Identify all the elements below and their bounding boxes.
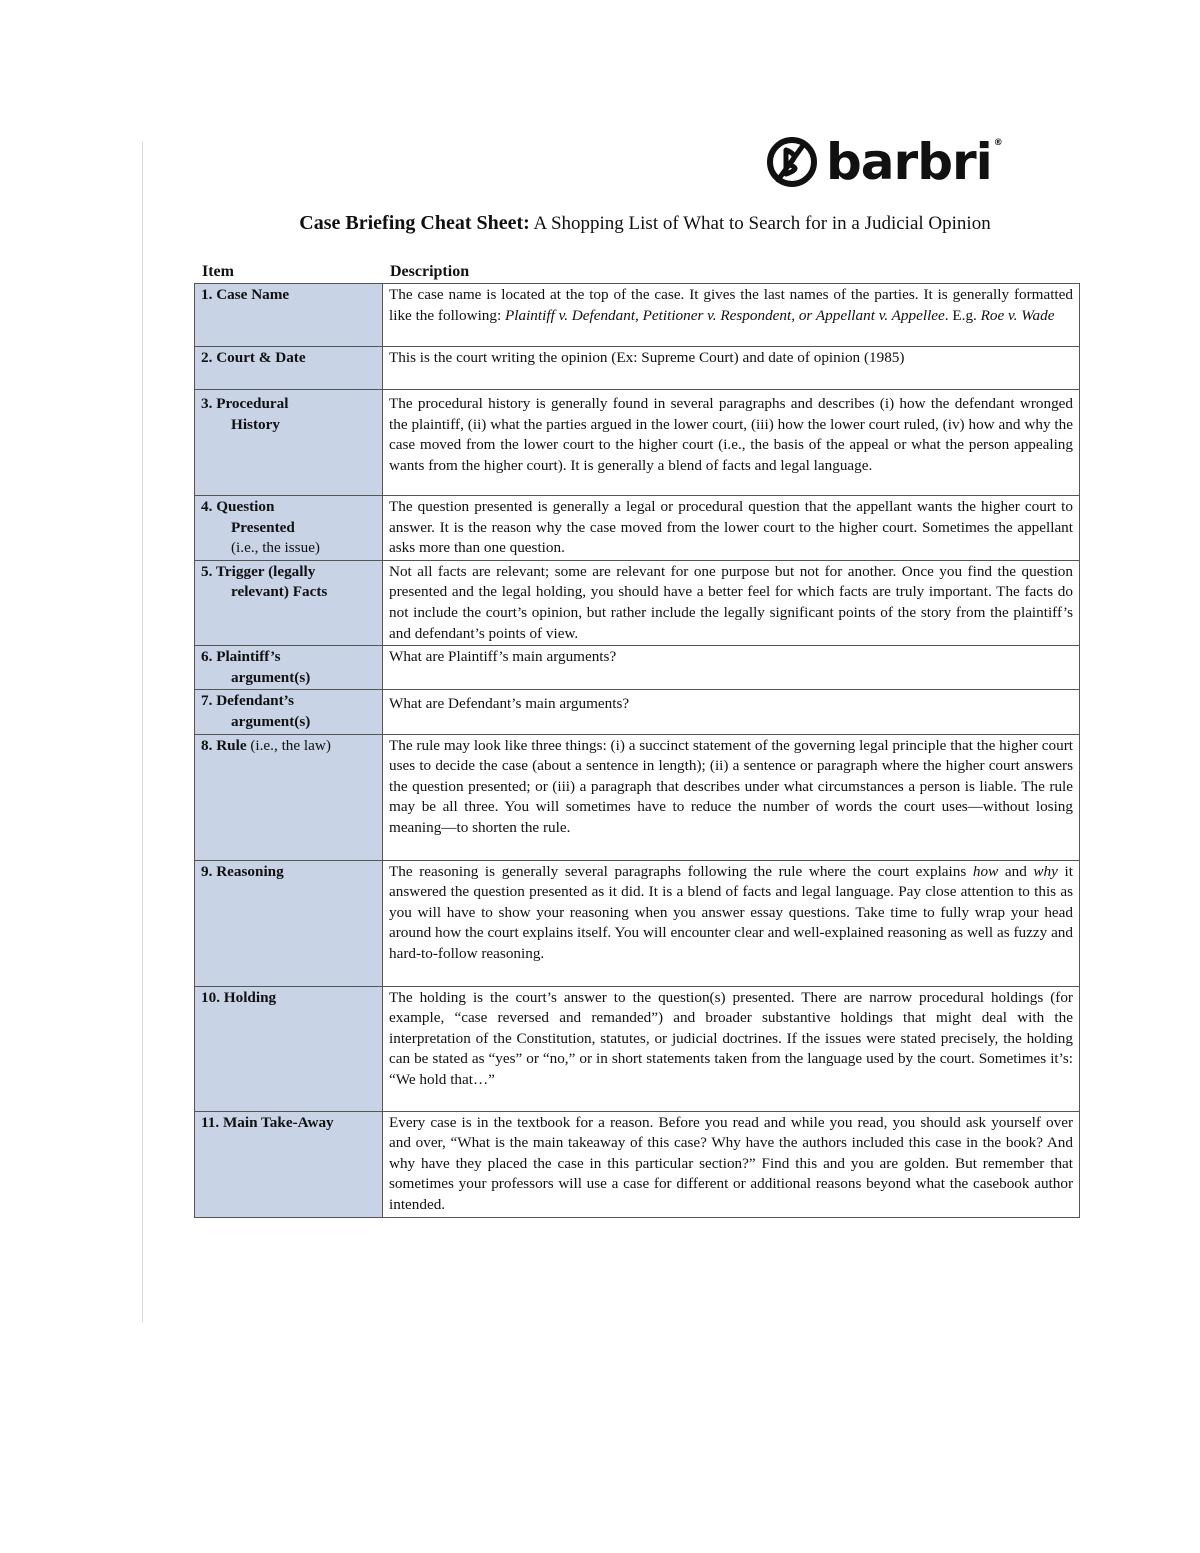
column-header-item: Item — [202, 263, 234, 280]
description-cell: The rule may look like three things: (i) a succinct statement of the governing legal principle that the higher court uses to decide the case (about a sentence in length); (ii) a sentence or paragraph where the higher court answers the question presented; or (iii) a paragraph that describes under what circumstances a person is liable. The rule may be all three. You will sometimes have to reduce the number of words the court uses—without losing meaning—to shorten the rule. — [383, 734, 1080, 860]
description-cell: The question presented is generally a legal or procedural question that the appellant wants the higher court to answer. It is the reason why the case moved from the lower court to the higher court. Sometimes the appellant asks more than one question. — [383, 496, 1080, 561]
item-cell: 3. Procedural History — [195, 390, 383, 496]
description-cell: Every case is in the textbook for a reason. Before you read and while you read, you should ask yourself over and over, “What is the main takeaway of this case? Why have the authors included this case in the book? And why have they placed the case in this particular section?” Find this and you are golden. But remember that sometimes your professors will use a case for different or additional reasons beyond what the casebook author intended. — [383, 1111, 1080, 1217]
item-cell: 7. Defendant’s argument(s) — [195, 690, 383, 734]
item-cell: 1. Case Name — [195, 284, 383, 347]
cheat-sheet-table — [194, 283, 1080, 1218]
table-row — [195, 690, 1080, 734]
table-row — [195, 496, 1080, 561]
description-cell: The procedural history is generally found in several paragraphs and describes (i) how the defendant wronged the plaintiff, (ii) what the parties argued in the lower court, (iii) how the lower court ruled, (iv) how and why the case moved from the lower court to the higher court (i.e., the basis of the appeal or what the person appealing wants from the higher court). It is generally a blend of facts and legal language. — [383, 390, 1080, 496]
description-cell: What are Defendant’s main arguments? — [383, 690, 1080, 734]
table-row — [195, 1111, 1080, 1217]
table-row — [195, 560, 1080, 645]
page-title: Case Briefing Cheat Sheet: A Shopping List of What to Search for in a Judicial Opinion — [299, 212, 991, 234]
description-cell: What are Plaintiff’s main arguments? — [383, 646, 1080, 690]
item-cell: 9. Reasoning — [195, 860, 383, 986]
barbri-logo — [766, 133, 1002, 191]
item-cell: 8. Rule (i.e., the law) — [195, 734, 383, 860]
description-cell: The holding is the court’s answer to the question(s) presented. There are narrow procedural holdings (for example, “case reversed and remanded”) and broader substantive holdings that might deal with the interpretation of the Constitution, statutes, or judicial doctrines. If the issues were stated precisely, the holding can be stated as “yes” or “no,” or in short statements taken from the language used by the court. Sometimes it’s: “We hold that…” — [383, 986, 1080, 1111]
description-cell: Not all facts are relevant; some are relevant for one purpose but not for another. Once you find the question presented and the legal holding, you should have a better feel for which facts are truly important. The facts do not include the court’s opinion, but rather include the legally significant points of the story from the plaintiff’s and defendant’s points of view. — [383, 560, 1080, 645]
item-cell: 2. Court & Date — [195, 347, 383, 390]
barbri-mark-icon — [766, 136, 818, 188]
table-row — [195, 734, 1080, 860]
table-row — [195, 390, 1080, 496]
table-row — [195, 347, 1080, 390]
table-row — [195, 986, 1080, 1111]
description-cell: This is the court writing the opinion (Ex: Supreme Court) and date of opinion (1985) — [383, 347, 1080, 390]
item-cell: 6. Plaintiff’s argument(s) — [195, 646, 383, 690]
description-cell: The case name is located at the top of the case. It gives the last names of the parties. It is generally formatted like the following: Plaintiff v. Defendant, Petitioner v. Respondent, or Appellant v. Appellee. E.g. Roe v. Wade — [383, 284, 1080, 347]
item-cell: 10. Holding — [195, 986, 383, 1111]
description-cell: The reasoning is generally several paragraphs following the rule where the court explains how and why it answered the question presented as it did. It is a blend of facts and legal language. Pay close attention to this as you will have to show your reasoning when you answer essay questions. Take time to fully wrap your head around how the court explains itself. You will encounter clear and well-explained reasoning as well as fuzzy and hard-to-follow reasoning. — [383, 860, 1080, 986]
item-cell: 5. Trigger (legally relevant) Facts — [195, 560, 383, 645]
table-row — [195, 646, 1080, 690]
item-cell: 11. Main Take-Away — [195, 1111, 383, 1217]
column-header-description: Description — [390, 263, 470, 280]
page-edge-line — [142, 142, 143, 1322]
barbri-wordmark: barbri ® — [826, 133, 1002, 191]
table-row — [195, 860, 1080, 986]
table-row — [195, 284, 1080, 347]
item-cell: 4. Question Presented (i.e., the issue) — [195, 496, 383, 561]
